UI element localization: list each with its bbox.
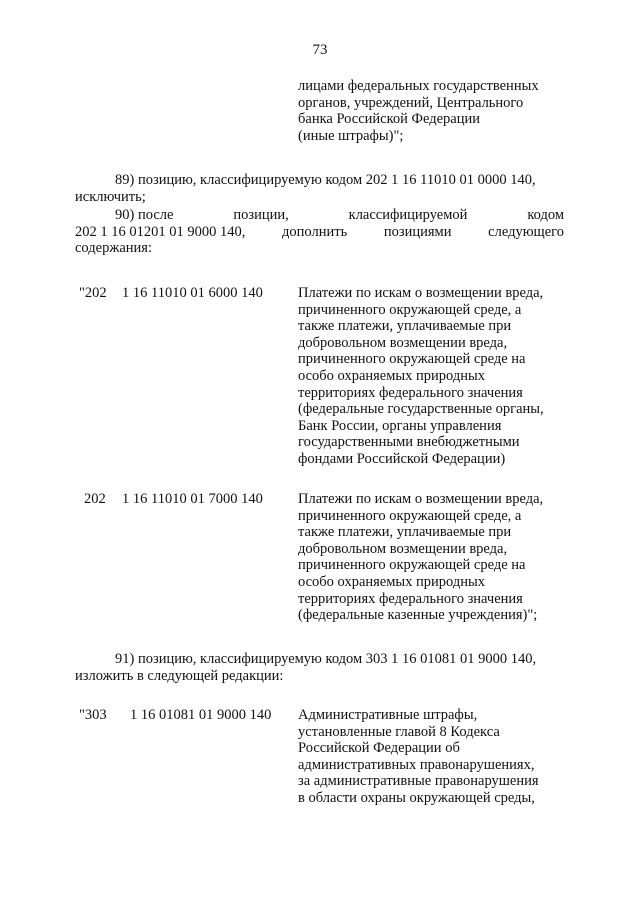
budget-code: 1 16 11010 01 6000 140 xyxy=(122,285,263,301)
item-90-word: следующего xyxy=(488,223,564,240)
code-description: Административные штрафы, установленные главой 8 Кодекса Российской Федерации об административных правонарушениях, за административные правонарушения в области охраны окружающей среды, xyxy=(298,707,539,806)
budget-code: 1 16 11010 01 7000 140 xyxy=(122,491,263,507)
item-89-line2: исключить; xyxy=(75,188,146,205)
item-91-line2: изложить в следующей редакции: xyxy=(75,667,284,684)
item-90-line1 xyxy=(75,207,564,224)
item-90-word: кодом xyxy=(527,207,564,223)
budget-code: 1 16 01081 01 9000 140 xyxy=(130,707,272,723)
item-90-word: 202 1 16 01201 01 9000 140, xyxy=(75,223,246,240)
item-90-word: дополнить xyxy=(282,223,348,240)
item-90-word: классифицируемой xyxy=(348,207,468,223)
item-89-line1: 89) позицию, классифицируемую кодом 202 1 16 11010 01 0000 140, xyxy=(115,172,536,188)
code-prefix: "303 xyxy=(79,707,107,723)
top-fragment: лицами федеральных государственных органов, учреждений, Центрального банка Российской Федерации (иные штрафы)"; xyxy=(298,78,539,144)
code-prefix: "202 xyxy=(79,285,107,301)
item-91-line1: 91) позицию, классифицируемую кодом 303 1 16 01081 01 9000 140, xyxy=(115,651,537,667)
item-90-word: позиции, xyxy=(233,207,289,223)
item-90 xyxy=(75,207,564,257)
item-90-line3: содержания: xyxy=(75,240,153,257)
item-90-line2 xyxy=(75,224,564,241)
code-prefix: 202 xyxy=(84,491,106,507)
item-90-word: позициями xyxy=(383,223,452,240)
code-description: Платежи по искам о возмещении вреда, причиненного окружающей среде, а также платежи, уплачиваемые при добровольном возмещении вреда, причиненного окружающей среде на особо охраняемых природных территориях федерального значения (федеральные казенные учреждения)"; xyxy=(298,491,544,624)
item-90-word: 90) после xyxy=(115,207,174,223)
page-number: 73 xyxy=(312,42,328,58)
item-91 xyxy=(75,651,564,684)
item-89 xyxy=(75,172,564,205)
code-description: Платежи по искам о возмещении вреда, причиненного окружающей среде, а также платежи, уплачиваемые при добровольном возмещении вреда, причиненного окружающей среде на особо охраняемых природных территориях федерального значения (федеральные государственные органы, Банк России, органы управления государственными внебюджетными фондами Российской Федерации) xyxy=(298,285,544,467)
